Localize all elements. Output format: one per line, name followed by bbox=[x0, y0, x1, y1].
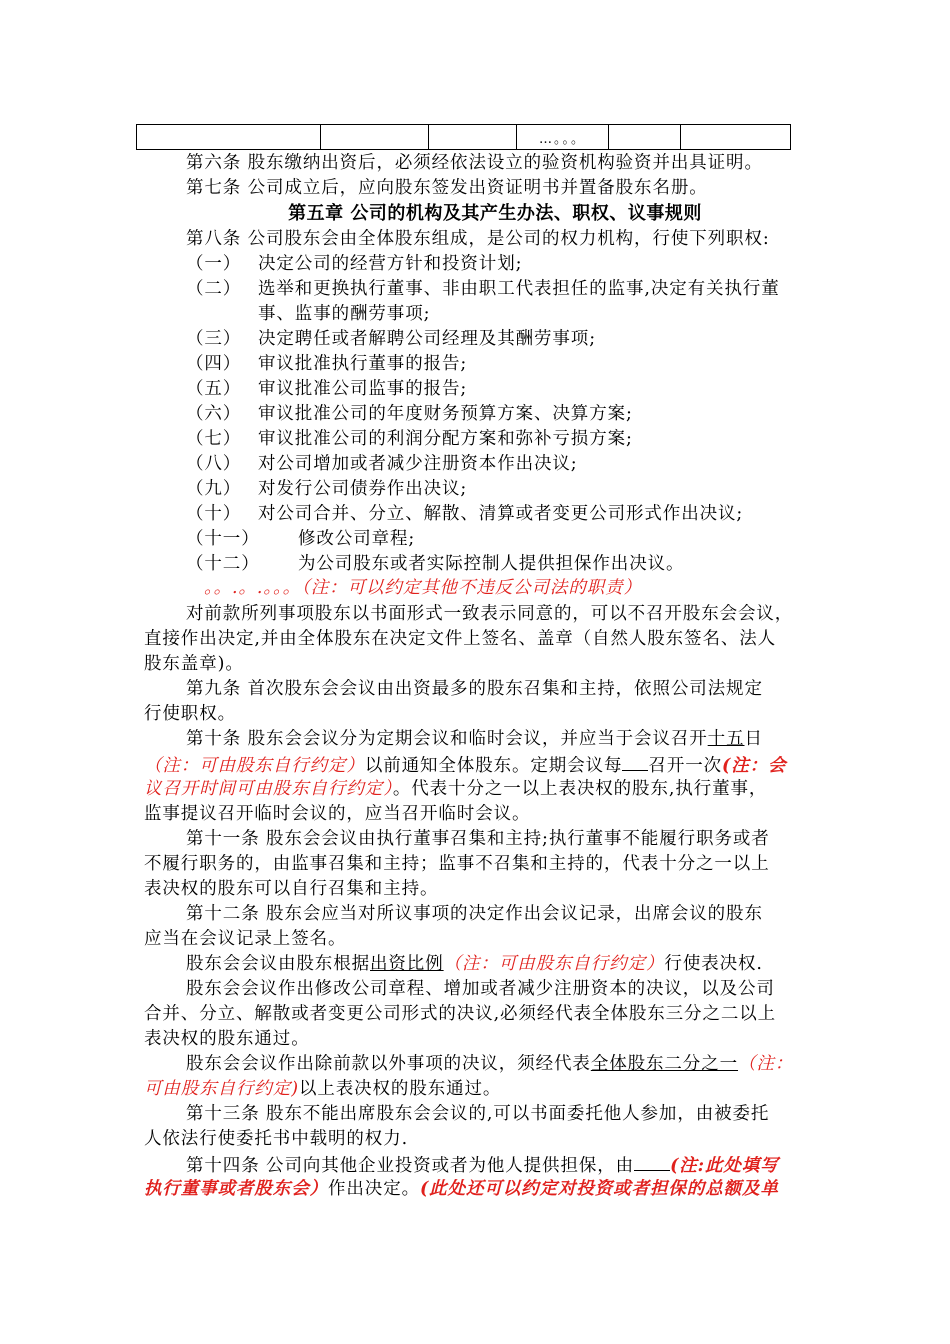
list-item: （七） 审议批准公司的利润分配方案和弥补亏损方案; bbox=[186, 429, 633, 449]
note-line: 。。.。.。。。（注：可以约定其他不违反公司法的职责） bbox=[204, 578, 642, 598]
list-item: （三） 决定聘任或者解聘公司经理及其酬劳事项; bbox=[186, 329, 596, 349]
list-item: （二） 选举和更换执行董事、非由职工代表担任的监事,决定有关执行董 bbox=[186, 279, 780, 299]
article-8-intro: 第八条 公司股东会由全体股东组成，是公司的权力机构，行使下列职权: bbox=[186, 229, 770, 249]
list-item: （八） 对公司增加或者减少注册资本作出决议; bbox=[186, 454, 578, 474]
article-11: 第十一条 股东会会议由执行董事召集和主持;执行董事不能履行职务或者 bbox=[186, 829, 770, 849]
article-11-cont: 不履行职务的，由监事召集和主持；监事不召集和主持的，代表十分之一以上 bbox=[144, 854, 770, 874]
voting-paragraph: 股东会会议由股东根据出资比例（注：可由股东自行约定）行使表决权. bbox=[186, 954, 763, 974]
article-14: 第十四条 公司向其他企业投资或者为他人提供担保，由 (注:此处填写 bbox=[186, 1152, 779, 1178]
capital-table bbox=[136, 124, 791, 150]
table-cell bbox=[681, 125, 791, 150]
list-item: （六） 审议批准公司的年度财务预算方案、决算方案; bbox=[186, 404, 633, 424]
article-12: 第十二条 股东会应当对所议事项的决定作出会议记录，出席会议的股东 bbox=[186, 904, 763, 924]
list-item: （一） 决定公司的经营方针和投资计划; bbox=[186, 254, 523, 274]
article-7: 第七条 公司成立后，应向股东签发出资证明书并置备股东名册。 bbox=[186, 178, 708, 198]
list-item: （十一） 修改公司章程; bbox=[186, 529, 416, 549]
table-cell: …。。。 bbox=[517, 125, 609, 150]
article-9: 第九条 首次股东会会议由出资最多的股东召集和主持，依照公司法规定 bbox=[186, 679, 763, 699]
chapter-title: 第五章 公司的机构及其产生办法、职权、议事规则 bbox=[288, 203, 702, 224]
paragraph-line: 对前款所列事项股东以书面形式一致表示同意的，可以不召开股东会会议， bbox=[186, 604, 794, 624]
article-10-cont: 监事提议召开临时会议的，应当召开临时会议。 bbox=[144, 804, 531, 824]
table-cell bbox=[429, 125, 517, 150]
list-item: （九） 对发行公司债券作出决议; bbox=[186, 479, 468, 499]
article-10: 第十条 股东会会议分为定期会议和临时会议，并应当于会议召开十五日 bbox=[186, 729, 763, 749]
article-13-cont: 人依法行使委托书中载明的权力. bbox=[144, 1129, 409, 1149]
article-13: 第十三条 股东不能出席股东会会议的,可以书面委托他人参加，由被委托 bbox=[186, 1104, 770, 1124]
article-11-cont: 表决权的股东可以自行召集和主持。 bbox=[144, 879, 439, 899]
list-item: 事、监事的酬劳事项; bbox=[258, 304, 431, 324]
article-6: 第六条 股东缴纳出资后，必须经依法设立的验资机构验资并出具证明。 bbox=[186, 153, 763, 173]
table-cell bbox=[321, 125, 429, 150]
article-14-cont: 执行董事或者股东会）作出决定。(此处还可以约定对投资或者担保的总额及单 bbox=[144, 1179, 779, 1199]
list-item: （四） 审议批准执行董事的报告; bbox=[186, 354, 468, 374]
article-10-cont: （注：可由股东自行约定）以前通知全体股东。定期会议每 召开一次(注：会 bbox=[144, 752, 786, 778]
article-10-cont: 议召开时间可由股东自行约定）。代表十分之一以上表决权的股东,执行董事， bbox=[144, 779, 768, 799]
paragraph-line: 股东会会议作出修改公司章程、增加或者减少注册资本的决议，以及公司 bbox=[186, 979, 775, 999]
list-item: （五） 审议批准公司监事的报告; bbox=[186, 379, 468, 399]
paragraph-line: 表决权的股东通过。 bbox=[144, 1029, 310, 1049]
paragraph-line: 可由股东自行约定)以上表决权的股东通过。 bbox=[144, 1079, 502, 1099]
article-12-cont: 应当在会议记录上签名。 bbox=[144, 929, 347, 949]
paragraph-line: 股东盖章)。 bbox=[144, 654, 244, 674]
paragraph-line: 股东会会议作出除前款以外事项的决议，须经代表全体股东二分之一（注： bbox=[186, 1054, 794, 1074]
article-9-cont: 行使职权。 bbox=[144, 704, 236, 724]
table-row bbox=[137, 125, 791, 150]
paragraph-line: 合并、分立、解散或者变更公司形式的决议,必须经代表全体股东三分之二以上 bbox=[144, 1004, 777, 1024]
paragraph-line: 直接作出决定,并由全体股东在决定文件上签名、盖章（自然人股东签名、法人 bbox=[144, 629, 777, 649]
table-cell bbox=[137, 125, 321, 150]
list-item: （十二） 为公司股东或者实际控制人提供担保作出决议。 bbox=[186, 554, 685, 574]
list-item: （十） 对公司合并、分立、解散、清算或者变更公司形式作出决议; bbox=[186, 504, 744, 524]
table-cell bbox=[609, 125, 681, 150]
